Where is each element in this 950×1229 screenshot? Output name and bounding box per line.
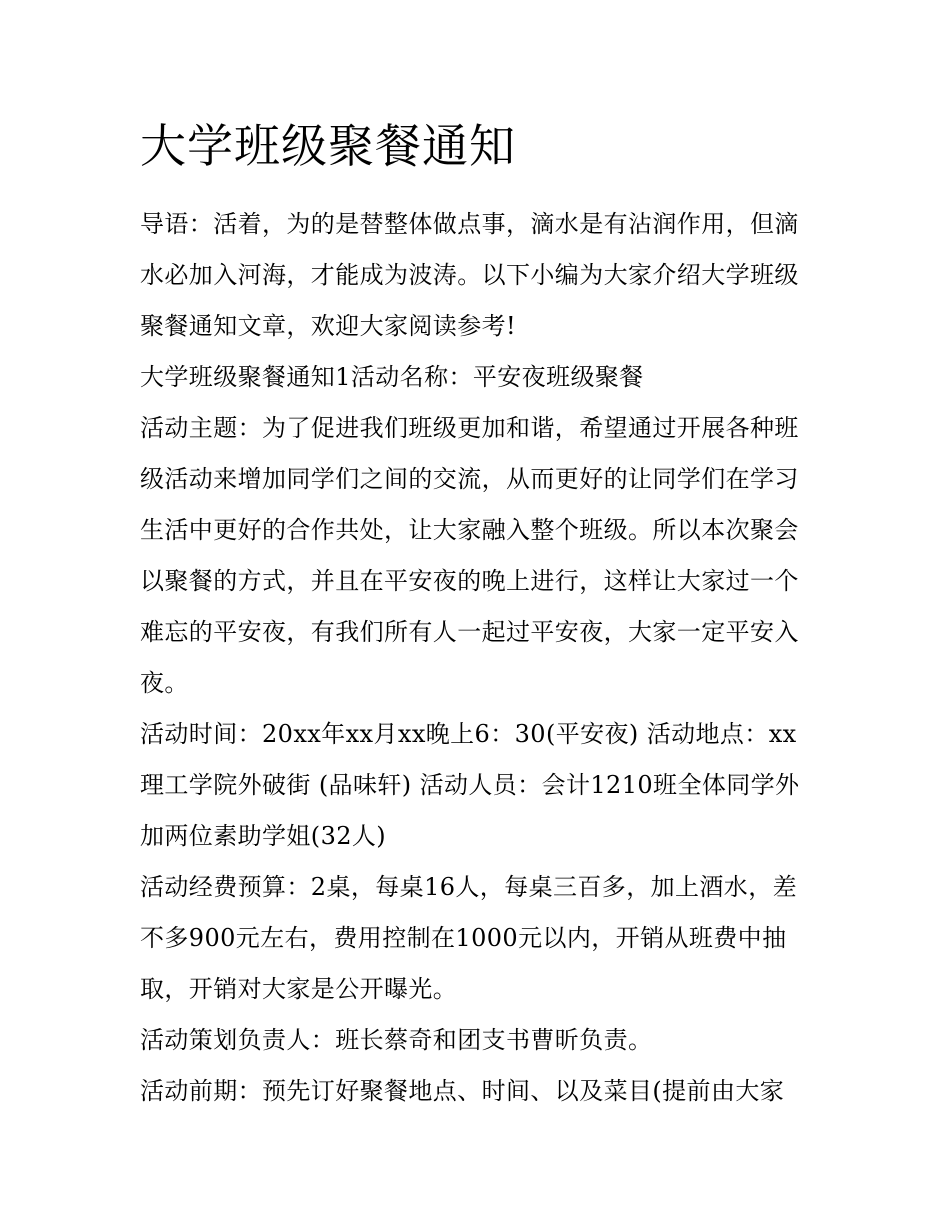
document-body <box>140 199 820 1117</box>
paragraph-activity-theme: 活动主题：为了促进我们班级更加和谐，希望通过开展各种班级活动来增加同学们之间的交流，从而更好的让同学们在学习生活中更好的合作共处，让大家融入整个班级。所以本次聚会以聚餐的方式，并且在平安夜的晚上进行，这样让大家过一个难忘的平安夜，有我们所有人一起过平安夜，大家一定平安入夜。 <box>140 414 799 697</box>
paragraph-activity-organizer: 活动策划负责人：班长蔡奇和团支书曹昕负责。 <box>140 1026 653 1054</box>
paragraph-intro: 导语：活着，为的是替整体做点事，滴水是有沾润作用，但滴水必加入河海，才能成为波涛。以下小编为大家介绍大学班级聚餐通知文章，欢迎大家阅读参考! <box>140 210 799 340</box>
paragraph-activity-budget: 活动经费预算：2桌，每桌16人，每桌三百多，加上酒水，差不多900元左右，费用控制在1000元以内，开销从班费中抽取，开销对大家是公开曝光。 <box>140 873 798 1003</box>
paragraph-activity-preparation: 活动前期：预先订好聚餐地点、时间、以及菜目(提前由大家 <box>140 1077 785 1105</box>
document-title: 大学班级聚餐通知 <box>140 119 516 173</box>
paragraph-activity-name: 大学班级聚餐通知1活动名称：平安夜班级聚餐 <box>140 363 644 391</box>
paragraph-activity-time-place: 活动时间：20xx年xx月xx晚上6：30(平安夜) 活动地点：xx理工学院外破街 (品味轩) 活动人员：会计1210班全体同学外加两位素助学姐(32人) <box>140 720 800 850</box>
